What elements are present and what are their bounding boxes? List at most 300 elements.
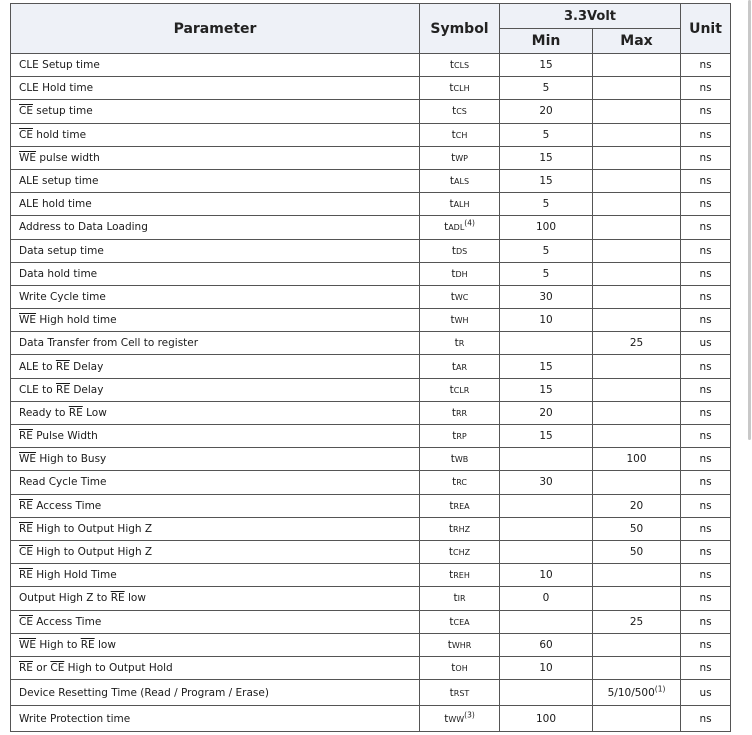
overlined-signal: $\overline{CE}$ bbox=[50, 661, 65, 674]
overlined-signal: $\overline{CE}$ bbox=[19, 615, 33, 628]
parameter-text: ALE hold time bbox=[19, 198, 92, 211]
min-cell: 5 bbox=[500, 123, 593, 146]
symbol-cell bbox=[420, 401, 500, 424]
symbol-subscript: WC bbox=[454, 292, 469, 302]
symbol-text: t bbox=[452, 430, 457, 443]
min-cell: 5 bbox=[500, 262, 593, 285]
table-row bbox=[11, 216, 731, 239]
max-cell bbox=[593, 656, 681, 679]
unit-cell: ns bbox=[681, 216, 731, 239]
max-cell bbox=[593, 633, 681, 656]
symbol-subscript: ALH bbox=[453, 200, 470, 210]
symbol-cell bbox=[420, 355, 500, 378]
max-cell bbox=[593, 471, 681, 494]
min-cell: 0 bbox=[500, 587, 593, 610]
symbol-text: t bbox=[448, 522, 454, 535]
parameter-text: or bbox=[32, 661, 51, 674]
symbol-text: t bbox=[453, 592, 458, 605]
symbol-cell bbox=[420, 471, 500, 494]
parameter-cell bbox=[11, 471, 420, 494]
symbol-subscript: DS bbox=[455, 246, 468, 256]
parameter-cell bbox=[11, 216, 420, 239]
symbol-subscript: R bbox=[458, 339, 465, 349]
unit-cell: ns bbox=[681, 378, 731, 401]
table-row bbox=[11, 239, 731, 262]
symbol-text: t bbox=[451, 128, 456, 141]
unit-cell: ns bbox=[681, 448, 731, 471]
overlined-signal: $\overline{RE}$ bbox=[19, 499, 33, 512]
min-cell: 15 bbox=[500, 378, 593, 401]
max-value: 25 bbox=[629, 615, 644, 628]
max-cell bbox=[593, 540, 681, 563]
max-value: 100 bbox=[626, 453, 647, 466]
voltage-header: 3.3Volt bbox=[500, 4, 681, 29]
parameter-text: Data setup time bbox=[19, 244, 104, 257]
parameter-text: hold time bbox=[32, 128, 87, 141]
symbol-subscript: OH bbox=[455, 663, 468, 673]
max-value: 50 bbox=[629, 546, 644, 559]
symbol-cell bbox=[420, 517, 500, 540]
symbol-text: t bbox=[449, 569, 454, 582]
parameter-text: CLE Hold time bbox=[19, 82, 94, 95]
table-row bbox=[11, 517, 731, 540]
max-value: 50 bbox=[629, 522, 644, 535]
symbol-subscript: REH bbox=[453, 571, 470, 581]
symbol-cell bbox=[420, 216, 500, 239]
overlined-signal: $\overline{WE}$ bbox=[19, 151, 37, 164]
max-cell bbox=[593, 517, 681, 540]
parameter-cell bbox=[11, 494, 420, 517]
table-header bbox=[11, 4, 731, 54]
unit-cell: ns bbox=[681, 123, 731, 146]
symbol-text: t bbox=[450, 314, 455, 327]
parameter-cell bbox=[11, 123, 420, 146]
symbol-subscript: RC bbox=[456, 478, 467, 488]
parameter-cell bbox=[11, 564, 420, 587]
parameter-cell bbox=[11, 77, 420, 100]
parameter-text: High to bbox=[36, 638, 81, 651]
table-row bbox=[11, 494, 731, 517]
parameter-text: CLE to bbox=[19, 383, 57, 396]
symbol-subscript: WH bbox=[454, 316, 469, 326]
overlined-signal: $\overline{RE}$ bbox=[19, 430, 33, 443]
symbol-text: t bbox=[450, 453, 455, 466]
symbol-cell bbox=[420, 448, 500, 471]
max-cell bbox=[593, 77, 681, 100]
symbol-text: t bbox=[449, 686, 454, 699]
parameter-text: High hold time bbox=[36, 314, 117, 327]
symbol-text: t bbox=[451, 360, 457, 373]
min-cell: 100 bbox=[500, 706, 593, 732]
min-cell: 15 bbox=[500, 169, 593, 192]
parameter-cell bbox=[11, 401, 420, 424]
parameter-text: ALE to bbox=[19, 360, 56, 373]
overlined-signal: $\overline{CE}$ bbox=[19, 128, 33, 141]
parameter-text: Data hold time bbox=[19, 267, 98, 280]
min-cell: 20 bbox=[500, 401, 593, 424]
min-cell bbox=[500, 680, 593, 706]
symbol-cell bbox=[420, 633, 500, 656]
min-cell bbox=[500, 332, 593, 355]
max-footnote: (1) bbox=[654, 684, 666, 694]
unit-cell: ns bbox=[681, 401, 731, 424]
overlined-signal: $\overline{RE}$ bbox=[56, 383, 70, 396]
symbol-cell bbox=[420, 587, 500, 610]
max-cell bbox=[593, 100, 681, 123]
overlined-signal: $\overline{RE}$ bbox=[19, 569, 33, 582]
max-cell bbox=[593, 378, 681, 401]
overlined-signal: $\overline{WE}$ bbox=[19, 453, 37, 466]
symbol-subscript: CS bbox=[456, 107, 467, 117]
unit-cell: ns bbox=[681, 285, 731, 308]
symbol-subscript: CLS bbox=[454, 61, 470, 71]
symbol-cell bbox=[420, 706, 500, 732]
max-cell bbox=[593, 332, 681, 355]
overlined-signal: $\overline{WE}$ bbox=[19, 314, 37, 327]
symbol-text: t bbox=[449, 499, 454, 512]
parameter-text: Read Cycle Time bbox=[19, 476, 107, 489]
table-row bbox=[11, 656, 731, 679]
parameter-cell bbox=[11, 610, 420, 633]
max-header: Max bbox=[593, 29, 681, 54]
symbol-cell bbox=[420, 564, 500, 587]
parameter-cell bbox=[11, 587, 420, 610]
unit-header: Unit bbox=[681, 4, 731, 54]
symbol-subscript: CHZ bbox=[453, 548, 471, 558]
max-cell bbox=[593, 425, 681, 448]
unit-cell: ns bbox=[681, 100, 731, 123]
min-cell: 30 bbox=[500, 471, 593, 494]
symbol-text: t bbox=[450, 290, 455, 303]
symbol-subscript: ALS bbox=[454, 177, 470, 187]
parameter-text: Device Resetting Time (Read / Program / Erase) bbox=[19, 686, 269, 699]
parameter-text: low bbox=[94, 638, 116, 651]
symbol-subscript: AR bbox=[456, 362, 468, 372]
symbol-subscript: RR bbox=[456, 408, 468, 418]
symbol-cell bbox=[420, 193, 500, 216]
symbol-subscript: CEA bbox=[453, 617, 470, 627]
symbol-cell bbox=[420, 378, 500, 401]
scrollbar-thumb[interactable] bbox=[748, 0, 751, 440]
min-cell bbox=[500, 517, 593, 540]
unit-cell: ns bbox=[681, 494, 731, 517]
symbol-text: t bbox=[451, 406, 456, 419]
min-cell: 10 bbox=[500, 656, 593, 679]
symbol-cell bbox=[420, 285, 500, 308]
table-row bbox=[11, 680, 731, 706]
parameter-cell bbox=[11, 54, 420, 77]
max-cell bbox=[593, 262, 681, 285]
table-row bbox=[11, 378, 731, 401]
unit-cell: ns bbox=[681, 239, 731, 262]
unit-cell: us bbox=[681, 680, 731, 706]
parameter-cell bbox=[11, 262, 420, 285]
max-cell bbox=[593, 680, 681, 706]
unit-cell: ns bbox=[681, 540, 731, 563]
max-cell bbox=[593, 239, 681, 262]
parameter-cell bbox=[11, 517, 420, 540]
parameter-text: Pulse Width bbox=[32, 430, 98, 443]
symbol-subscript: WW bbox=[448, 714, 465, 724]
unit-cell: ns bbox=[681, 610, 731, 633]
overlined-signal: $\overline{RE}$ bbox=[19, 661, 33, 674]
min-cell bbox=[500, 494, 593, 517]
min-cell: 100 bbox=[500, 216, 593, 239]
parameter-text: CLE Setup time bbox=[19, 59, 100, 72]
min-cell: 20 bbox=[500, 100, 593, 123]
min-cell: 15 bbox=[500, 146, 593, 169]
table-row bbox=[11, 564, 731, 587]
symbol-text: t bbox=[451, 244, 456, 257]
parameter-text: low bbox=[124, 592, 146, 605]
table-row bbox=[11, 633, 731, 656]
unit-cell: ns bbox=[681, 355, 731, 378]
symbol-text: t bbox=[448, 546, 454, 559]
parameter-cell bbox=[11, 706, 420, 732]
symbol-cell bbox=[420, 680, 500, 706]
unit-cell: ns bbox=[681, 587, 731, 610]
symbol-cell bbox=[420, 169, 500, 192]
symbol-text: t bbox=[452, 105, 457, 118]
parameter-text: Delay bbox=[69, 360, 104, 373]
overlined-signal: $\overline{WE}$ bbox=[19, 638, 37, 651]
parameter-text: Write Cycle time bbox=[19, 290, 106, 303]
vertical-scrollbar[interactable] bbox=[746, 0, 752, 440]
table-row bbox=[11, 54, 731, 77]
parameter-cell bbox=[11, 656, 420, 679]
symbol-subscript: ADL bbox=[448, 223, 465, 233]
symbol-footnote: (4) bbox=[464, 218, 475, 228]
unit-cell: ns bbox=[681, 564, 731, 587]
table-row bbox=[11, 285, 731, 308]
unit-cell: ns bbox=[681, 262, 731, 285]
symbol-text: t bbox=[451, 267, 456, 280]
unit-cell: ns bbox=[681, 656, 731, 679]
table-row bbox=[11, 706, 731, 732]
parameter-text: Write Protection time bbox=[19, 712, 131, 725]
min-cell: 15 bbox=[500, 425, 593, 448]
min-cell bbox=[500, 448, 593, 471]
table-row bbox=[11, 309, 731, 332]
parameter-cell bbox=[11, 193, 420, 216]
parameter-text: Ready to bbox=[19, 406, 69, 419]
table-row bbox=[11, 540, 731, 563]
symbol-cell bbox=[420, 54, 500, 77]
symbol-subscript: WB bbox=[454, 455, 469, 465]
symbol-cell bbox=[420, 540, 500, 563]
table-row bbox=[11, 471, 731, 494]
symbol-subscript: WP bbox=[455, 153, 468, 163]
symbol-cell bbox=[420, 239, 500, 262]
max-cell bbox=[593, 169, 681, 192]
min-header: Min bbox=[500, 29, 593, 54]
parameter-cell bbox=[11, 448, 420, 471]
parameter-cell bbox=[11, 378, 420, 401]
overlined-signal: $\overline{RE}$ bbox=[68, 406, 83, 419]
symbol-text: t bbox=[452, 476, 457, 489]
min-cell: 5 bbox=[500, 77, 593, 100]
parameter-cell bbox=[11, 332, 420, 355]
table-row bbox=[11, 332, 731, 355]
parameter-cell bbox=[11, 425, 420, 448]
overlined-signal: $\overline{RE}$ bbox=[55, 360, 70, 373]
min-cell bbox=[500, 610, 593, 633]
parameter-cell bbox=[11, 680, 420, 706]
min-cell: 15 bbox=[500, 54, 593, 77]
table-row bbox=[11, 123, 731, 146]
symbol-subscript: DH bbox=[455, 269, 468, 279]
parameter-cell bbox=[11, 239, 420, 262]
symbol-subscript: CLH bbox=[453, 84, 470, 94]
min-cell: 5 bbox=[500, 239, 593, 262]
symbol-text: t bbox=[451, 661, 456, 674]
unit-cell: ns bbox=[681, 425, 731, 448]
max-value: 25 bbox=[629, 337, 644, 350]
symbol-text: t bbox=[449, 82, 454, 95]
symbol-text: t bbox=[451, 151, 456, 164]
parameter-text: Data Transfer from Cell to register bbox=[19, 337, 199, 350]
parameter-text: ALE setup time bbox=[19, 175, 99, 188]
unit-cell: us bbox=[681, 332, 731, 355]
min-cell: 5 bbox=[500, 193, 593, 216]
table-row bbox=[11, 100, 731, 123]
max-cell bbox=[593, 494, 681, 517]
table-row bbox=[11, 401, 731, 424]
max-cell bbox=[593, 448, 681, 471]
symbol-cell bbox=[420, 332, 500, 355]
unit-cell: ns bbox=[681, 77, 731, 100]
max-cell bbox=[593, 193, 681, 216]
symbol-subscript: RHZ bbox=[453, 524, 471, 534]
symbol-subscript: IR bbox=[457, 594, 466, 604]
parameter-text: High to Output High Z bbox=[32, 546, 153, 559]
symbol-subscript: REA bbox=[453, 501, 470, 511]
max-cell bbox=[593, 146, 681, 169]
parameter-text: High Hold Time bbox=[32, 569, 117, 582]
table-row bbox=[11, 262, 731, 285]
min-cell: 15 bbox=[500, 355, 593, 378]
symbol-cell bbox=[420, 146, 500, 169]
symbol-subscript: WHR bbox=[451, 640, 472, 650]
max-cell bbox=[593, 123, 681, 146]
parameter-text: Delay bbox=[69, 383, 104, 396]
symbol-header: Symbol bbox=[420, 4, 500, 54]
unit-cell: ns bbox=[681, 54, 731, 77]
max-cell bbox=[593, 309, 681, 332]
unit-cell: ns bbox=[681, 471, 731, 494]
unit-cell: ns bbox=[681, 517, 731, 540]
parameter-cell bbox=[11, 633, 420, 656]
min-cell: 30 bbox=[500, 285, 593, 308]
parameter-cell bbox=[11, 146, 420, 169]
symbol-subscript: RST bbox=[453, 688, 470, 698]
unit-cell: ns bbox=[681, 706, 731, 732]
min-cell bbox=[500, 540, 593, 563]
max-cell bbox=[593, 285, 681, 308]
symbol-cell bbox=[420, 656, 500, 679]
parameter-text: Output High Z to bbox=[19, 592, 111, 605]
symbol-text: t bbox=[449, 198, 454, 211]
overlined-signal: $\overline{RE}$ bbox=[19, 522, 33, 535]
unit-cell: ns bbox=[681, 193, 731, 216]
overlined-signal: $\overline{RE}$ bbox=[80, 638, 95, 651]
max-cell bbox=[593, 355, 681, 378]
symbol-cell bbox=[420, 123, 500, 146]
symbol-text: t bbox=[447, 638, 452, 651]
symbol-cell bbox=[420, 494, 500, 517]
symbol-cell bbox=[420, 309, 500, 332]
table-row bbox=[11, 610, 731, 633]
symbol-text: t bbox=[444, 221, 449, 234]
parameter-header: Parameter bbox=[11, 4, 420, 54]
overlined-signal: $\overline{CE}$ bbox=[19, 105, 33, 118]
max-cell bbox=[593, 216, 681, 239]
symbol-subscript: RP bbox=[456, 432, 467, 442]
parameter-text: High to Busy bbox=[36, 453, 107, 466]
max-value: 20 bbox=[629, 499, 644, 512]
symbol-cell bbox=[420, 425, 500, 448]
parameter-text: High to Output Hold bbox=[64, 661, 173, 674]
symbol-cell bbox=[420, 77, 500, 100]
min-cell: 60 bbox=[500, 633, 593, 656]
parameter-text: Address to Data Loading bbox=[19, 221, 148, 234]
table-row bbox=[11, 448, 731, 471]
symbol-text: t bbox=[444, 712, 449, 725]
symbol-text: t bbox=[449, 615, 454, 628]
table-body bbox=[11, 54, 731, 732]
parameter-cell bbox=[11, 309, 420, 332]
parameter-cell bbox=[11, 169, 420, 192]
symbol-text: t bbox=[449, 383, 454, 396]
parameter-text: setup time bbox=[32, 105, 93, 118]
unit-cell: ns bbox=[681, 633, 731, 656]
symbol-text: t bbox=[449, 175, 455, 188]
max-cell bbox=[593, 401, 681, 424]
symbol-text: t bbox=[449, 59, 454, 72]
parameter-cell bbox=[11, 100, 420, 123]
min-cell: 10 bbox=[500, 564, 593, 587]
parameter-cell bbox=[11, 355, 420, 378]
unit-cell: ns bbox=[681, 146, 731, 169]
table-row bbox=[11, 77, 731, 100]
parameter-text: pulse width bbox=[36, 151, 100, 164]
table-row bbox=[11, 355, 731, 378]
parameter-text: Access Time bbox=[32, 615, 102, 628]
parameter-cell bbox=[11, 540, 420, 563]
symbol-footnote: (3) bbox=[464, 710, 475, 720]
unit-cell: ns bbox=[681, 309, 731, 332]
symbol-cell bbox=[420, 610, 500, 633]
symbol-subscript: CLR bbox=[453, 385, 470, 395]
parameter-cell bbox=[11, 285, 420, 308]
parameter-text: High to Output High Z bbox=[32, 522, 153, 535]
table-row bbox=[11, 146, 731, 169]
min-cell: 10 bbox=[500, 309, 593, 332]
max-cell bbox=[593, 564, 681, 587]
symbol-subscript: CH bbox=[455, 130, 468, 140]
parameter-text: Low bbox=[82, 406, 107, 419]
max-cell bbox=[593, 54, 681, 77]
max-cell bbox=[593, 610, 681, 633]
symbol-text: t bbox=[454, 337, 459, 350]
table-row bbox=[11, 193, 731, 216]
unit-cell: ns bbox=[681, 169, 731, 192]
ac-timing-table bbox=[10, 3, 731, 732]
table-row bbox=[11, 169, 731, 192]
symbol-cell bbox=[420, 100, 500, 123]
parameter-text: Access Time bbox=[32, 499, 102, 512]
table-row bbox=[11, 425, 731, 448]
